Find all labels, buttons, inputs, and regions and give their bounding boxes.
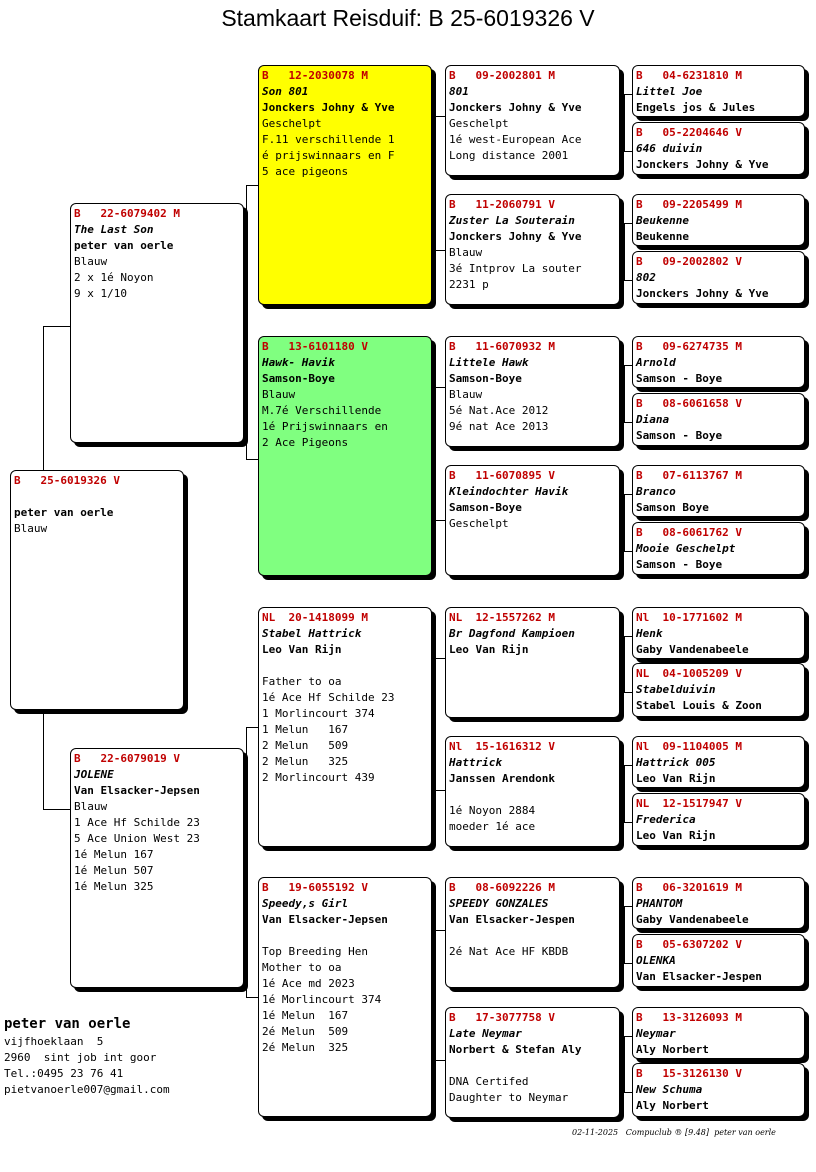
pigeon-owner: Leo Van Rijn xyxy=(449,643,529,656)
pigeon-card-dam-sire[interactable] xyxy=(258,607,432,847)
pigeon-info-line: 2 Melun 509 xyxy=(262,739,349,752)
connector-line xyxy=(624,151,632,152)
pigeon-card-sire-sire[interactable] xyxy=(258,65,432,305)
connector-line xyxy=(624,223,632,224)
ring-number: B 13-3126093 M xyxy=(636,1011,742,1024)
connector-line xyxy=(624,692,632,693)
pigeon-name: Stabelduivin xyxy=(636,683,716,696)
connector-line xyxy=(624,494,625,551)
pigeon-name: Speedy,s Girl xyxy=(262,897,349,910)
connector-line xyxy=(624,94,632,95)
connector-line xyxy=(624,636,625,692)
pigeon-owner: Van Elsacker-Jepsen xyxy=(262,913,388,926)
connector-line xyxy=(435,658,445,659)
pigeon-name: Littele Hawk xyxy=(449,356,529,369)
connector-line xyxy=(624,494,632,495)
pigeon-owner: Van Elsacker-Jepsen xyxy=(74,784,200,797)
ring-number: B 04-6231810 M xyxy=(636,69,742,82)
pigeon-info-line: 3é Intprov La souter xyxy=(449,262,582,275)
pigeon-name: OLENKA xyxy=(636,954,676,967)
ring-number: Nl 09-1104005 M xyxy=(636,740,742,753)
pigeon-info-line: 1é Melun 507 xyxy=(74,864,154,877)
pigeon-card-sire[interactable] xyxy=(70,203,244,443)
ring-number: Nl 15-1616312 V xyxy=(449,740,555,753)
pigeon-name: Arnold xyxy=(636,356,676,369)
pigeon-owner: Beukenne xyxy=(636,230,689,243)
ring-number: B 22-6079019 V xyxy=(74,752,180,765)
pigeon-owner: Engels jos & Jules xyxy=(636,101,756,114)
pigeon-name: 646 duivin xyxy=(636,142,703,155)
pigeon-info-line: 1 Morlincourt 374 xyxy=(262,707,375,720)
connector-line xyxy=(43,713,44,809)
pigeon-name: Mooie Geschelpt xyxy=(636,542,736,555)
pigeon-owner: Leo Van Rijn xyxy=(636,772,716,785)
pigeon-info-line: Blauw xyxy=(449,388,483,401)
pigeon-owner: Samson - Boye xyxy=(636,558,723,571)
connector-line xyxy=(624,963,632,964)
pigeon-owner: Leo Van Rijn xyxy=(636,829,716,842)
pigeon-owner: Stabel Louis & Zoon xyxy=(636,699,762,712)
pigeon-card-g16[interactable] xyxy=(632,1063,805,1117)
connector-line xyxy=(435,387,445,388)
pigeon-info-line: 9 x 1/10 xyxy=(74,287,127,300)
pigeon-card-g13[interactable] xyxy=(632,877,805,929)
pigeon-card-g15[interactable] xyxy=(632,1007,805,1059)
pigeon-card-sdd[interactable] xyxy=(445,465,620,576)
ring-number: B 22-6079402 M xyxy=(74,207,180,220)
ring-number: B 15-3126130 V xyxy=(636,1067,742,1080)
pigeon-owner: Van Elsacker-Jespen xyxy=(636,970,762,983)
pigeon-info-line: moeder 1é ace xyxy=(449,820,536,833)
owner-address: vijfhoeklaan 5 xyxy=(4,1035,104,1048)
pigeon-info-line: Top Breeding Hen xyxy=(262,945,368,958)
connector-line xyxy=(43,809,70,810)
connector-line xyxy=(624,551,632,552)
info-blank-line xyxy=(262,658,428,674)
pigeon-card-g2[interactable] xyxy=(632,122,805,175)
pigeon-name: Hattrick 005 xyxy=(636,756,716,769)
pigeon-info-line: Father to oa xyxy=(262,675,342,688)
pigeon-owner: Samson-Boye xyxy=(262,372,335,385)
pigeon-owner: Samson-Boye xyxy=(449,501,522,514)
pigeon-card-dds[interactable] xyxy=(445,877,620,988)
ring-number: NL 20-1418099 M xyxy=(262,611,368,624)
pigeon-card-g1[interactable] xyxy=(632,65,805,117)
pigeon-info-line: 2 Melun 325 xyxy=(262,755,349,768)
connector-line xyxy=(624,765,632,766)
pigeon-owner: Gaby Vandenabeele xyxy=(636,913,749,926)
pigeon-info-line: 2 x 1é Noyon xyxy=(74,271,154,284)
pigeon-card-g7[interactable] xyxy=(632,465,805,517)
connector-line xyxy=(624,906,625,963)
connector-line xyxy=(246,185,247,459)
connector-line xyxy=(435,790,445,791)
pigeon-owner: Leo Van Rijn xyxy=(262,643,342,656)
connector-line xyxy=(624,1036,625,1092)
pigeon-info-line: 1é Melun 167 xyxy=(74,848,154,861)
connector-line xyxy=(624,822,632,823)
ring-number: B 09-2002801 M xyxy=(449,69,555,82)
pigeon-info-line: é prijswinnaars en F xyxy=(262,149,395,162)
owner-email[interactable]: pietvanoerle007@gmail.com xyxy=(4,1083,170,1096)
ring-number: B 11-2060791 V xyxy=(449,198,555,211)
pigeon-info-line: 5é Nat.Ace 2012 xyxy=(449,404,549,417)
pigeon-name: PHANTOM xyxy=(636,897,683,910)
connector-line xyxy=(435,930,436,1060)
pigeon-name: Hattrick xyxy=(449,756,502,769)
pigeon-info-line: Daughter to Neymar xyxy=(449,1091,569,1104)
footer-credit: 02-11-2025 Compuclub ® [9.48] peter van oerle xyxy=(572,1128,776,1137)
pigeon-name: Late Neymar xyxy=(449,1027,522,1040)
pigeon-card-dam-dam[interactable] xyxy=(258,877,432,1117)
pigeon-name: Frederica xyxy=(636,813,696,826)
ring-number: B 08-6061658 V xyxy=(636,397,742,410)
owner-city: 2960 sint job int goor xyxy=(4,1051,157,1064)
ring-number: B 11-6070895 V xyxy=(449,469,555,482)
pigeon-name: Br Dagfond Kampioen xyxy=(449,627,575,640)
pigeon-info-line: F.11 verschillende 1 xyxy=(262,133,395,146)
connector-line xyxy=(435,387,436,520)
pigeon-info-line: Mother to oa xyxy=(262,961,342,974)
ring-number: B 25-6019326 V xyxy=(14,474,120,487)
pigeon-info-line: 2é Melun 325 xyxy=(262,1041,349,1054)
pigeon-name: Branco xyxy=(636,485,676,498)
pigeon-name: Diana xyxy=(636,413,670,426)
pigeon-info-line: Geschelpt xyxy=(449,117,509,130)
pigeon-card-g14[interactable] xyxy=(632,934,805,987)
pigeon-card-ddd[interactable] xyxy=(445,1007,620,1118)
connector-line xyxy=(624,636,632,637)
connector-line xyxy=(435,250,445,251)
pigeon-name: Henk xyxy=(636,627,663,640)
pigeon-name: Beukenne xyxy=(636,214,689,227)
pigeon-info-line: 1 Ace Hf Schilde 23 xyxy=(74,816,200,829)
ring-number: B 09-6274735 M xyxy=(636,340,742,353)
pigeon-name: Zuster La Souterain xyxy=(449,214,575,227)
pigeon-name: JOLENE xyxy=(74,768,114,781)
ring-number: B 19-6055192 V xyxy=(262,881,368,894)
pigeon-info-line: 1é Melun 167 xyxy=(262,1009,349,1022)
owner-name: peter van oerle xyxy=(4,1016,131,1032)
pigeon-info-line: 1é Prijswinnaars en xyxy=(262,420,388,433)
pigeon-name: Neymar xyxy=(636,1027,676,1040)
pigeon-card-g6[interactable] xyxy=(632,393,805,446)
pigeon-info-line: 9é nat Ace 2013 xyxy=(449,420,549,433)
ring-number: B 12-2030078 M xyxy=(262,69,368,82)
connector-line xyxy=(246,185,258,186)
pigeon-info-line: 2 Ace Pigeons xyxy=(262,436,349,449)
connector-line xyxy=(624,1092,632,1093)
pigeon-info-line: 1é west-European Ace xyxy=(449,133,582,146)
pigeon-info-line: Blauw xyxy=(74,800,108,813)
connector-line xyxy=(435,116,445,117)
pigeon-info-line: Blauw xyxy=(74,255,108,268)
pigeon-owner: Janssen Arendonk xyxy=(449,772,555,785)
pigeon-info-line: 5 ace pigeons xyxy=(262,165,349,178)
connector-line xyxy=(624,422,632,423)
pigeon-owner: Jonckers Johny & Yve xyxy=(636,287,769,300)
connector-line xyxy=(43,326,44,470)
pigeon-info-line: DNA Certifed xyxy=(449,1075,529,1088)
pigeon-owner: Van Elsacker-Jespen xyxy=(449,913,575,926)
connector-line xyxy=(435,116,436,250)
info-blank-line xyxy=(262,928,428,944)
info-blank-line xyxy=(449,1058,616,1074)
pigeon-card-g5[interactable] xyxy=(632,336,805,388)
pigeon-name: Stabel Hattrick xyxy=(262,627,362,640)
pigeon-info-line: 2é Melun 509 xyxy=(262,1025,349,1038)
owner-phone: Tel.:0495 23 76 41 xyxy=(4,1067,124,1080)
pigeon-card-sire-dam[interactable] xyxy=(258,336,432,576)
pigeon-owner: Samson-Boye xyxy=(449,372,522,385)
pigeon-owner: Jonckers Johny & Yve xyxy=(449,230,582,243)
pigeon-name: Kleindochter Havik xyxy=(449,485,569,498)
pigeon-name: The Last Son xyxy=(74,223,154,236)
pigeon-name-empty xyxy=(14,489,180,505)
pigeon-name: Hawk- Havik xyxy=(262,356,335,369)
ring-number: B 06-3201619 M xyxy=(636,881,742,894)
pigeon-card-subject[interactable] xyxy=(10,470,184,710)
pigeon-owner: Aly Norbert xyxy=(636,1043,709,1056)
pigeon-info-line: Blauw xyxy=(262,388,296,401)
pigeon-name: New Schuma xyxy=(636,1083,703,1096)
pigeon-card-dsd[interactable] xyxy=(445,736,620,847)
connector-line xyxy=(246,727,258,728)
pigeon-card-g9[interactable] xyxy=(632,607,805,659)
pigeon-owner: Gaby Vandenabeele xyxy=(636,643,749,656)
pigeon-owner: Samson - Boye xyxy=(636,372,723,385)
pigeon-info-line: 1é Morlincourt 374 xyxy=(262,993,382,1006)
ring-number: B 13-6101180 V xyxy=(262,340,368,353)
connector-line xyxy=(435,520,445,521)
ring-number: NL 12-1557262 M xyxy=(449,611,555,624)
connector-line xyxy=(624,280,632,281)
pigeon-info-line: 1é Noyon 2884 xyxy=(449,804,536,817)
pigeon-info-line: 1é Melun 325 xyxy=(74,880,154,893)
pigeon-name: Littel Joe xyxy=(636,85,703,98)
ring-number: B 09-2002802 V xyxy=(636,255,742,268)
pigeon-info-line: 5 Ace Union West 23 xyxy=(74,832,200,845)
pigeon-card-g12[interactable] xyxy=(632,793,805,846)
ring-number: B 05-2204646 V xyxy=(636,126,742,139)
pigeon-info-line: 1 Melun 167 xyxy=(262,723,349,736)
pigeon-card-dam[interactable] xyxy=(70,748,244,988)
pigeon-info-line: 1é Ace Hf Schilde 23 xyxy=(262,691,395,704)
ring-number: Nl 10-1771602 M xyxy=(636,611,742,624)
ring-number: B 17-3077758 V xyxy=(449,1011,555,1024)
ring-number: B 05-6307202 V xyxy=(636,938,742,951)
pigeon-owner: Jonckers Johny & Yve xyxy=(636,158,769,171)
pigeon-info-line: Blauw xyxy=(449,246,483,259)
pigeon-name: SPEEDY GONZALES xyxy=(449,897,549,910)
ring-number: B 08-6061762 V xyxy=(636,526,742,539)
connector-line xyxy=(435,658,436,790)
pigeon-card-dss[interactable] xyxy=(445,607,620,718)
pigeon-name: 801 xyxy=(449,85,469,98)
pigeon-card-sss[interactable] xyxy=(445,65,620,176)
connector-line xyxy=(43,326,70,327)
pigeon-owner: Jonckers Johny & Yve xyxy=(262,101,395,114)
pigeon-card-ssd[interactable] xyxy=(445,194,620,305)
pigeon-info-line: Long distance 2001 xyxy=(449,149,569,162)
pigeon-card-g3[interactable] xyxy=(632,194,805,246)
ring-number: B 11-6070932 M xyxy=(449,340,555,353)
connector-line xyxy=(624,1036,632,1037)
pigeon-owner: Jonckers Johny & Yve xyxy=(449,101,582,114)
connector-line xyxy=(246,459,258,460)
pigeon-info-line: Geschelpt xyxy=(449,517,509,530)
pigeon-info-line: Blauw xyxy=(14,522,48,535)
pigeon-owner: Samson Boye xyxy=(636,501,709,514)
pigeon-owner: Aly Norbert xyxy=(636,1099,709,1112)
pigeon-card-g11[interactable] xyxy=(632,736,805,788)
connector-line xyxy=(624,365,632,366)
connector-line xyxy=(624,94,625,151)
pigeon-card-g8[interactable] xyxy=(632,522,805,575)
pigeon-name: 802 xyxy=(636,271,656,284)
connector-line xyxy=(246,727,247,997)
owner-info xyxy=(4,1016,170,1098)
ring-number: B 09-2205499 M xyxy=(636,198,742,211)
connector-line xyxy=(435,1060,445,1061)
pigeon-card-g10[interactable] xyxy=(632,663,805,717)
pigeon-name: Son 801 xyxy=(262,85,309,98)
pigeon-info-line: 2é Nat Ace HF KBDB xyxy=(449,945,569,958)
ring-number: B 08-6092226 M xyxy=(449,881,555,894)
ring-number: NL 12-1517947 V xyxy=(636,797,742,810)
connector-line xyxy=(624,223,625,280)
info-blank-line xyxy=(449,928,616,944)
pigeon-info-line: M.7é Verschillende xyxy=(262,404,382,417)
pigeon-owner: peter van oerle xyxy=(14,506,114,519)
ring-number: B 07-6113767 M xyxy=(636,469,742,482)
pigeon-card-g4[interactable] xyxy=(632,251,805,304)
connector-line xyxy=(624,906,632,907)
pigeon-owner: Samson - Boye xyxy=(636,429,723,442)
connector-line xyxy=(246,997,258,998)
pigeon-info-line: 1é Ace md 2023 xyxy=(262,977,355,990)
pigeon-owner: Norbert & Stefan Aly xyxy=(449,1043,582,1056)
connector-line xyxy=(435,930,445,931)
pigeon-info-line: 2 Morlincourt 439 xyxy=(262,771,375,784)
pigeon-owner: peter van oerle xyxy=(74,239,174,252)
pigeon-info-line: Geschelpt xyxy=(262,117,322,130)
connector-line xyxy=(624,765,625,822)
pedigree-title: Stamkaart Reisduif: B 25-6019326 V xyxy=(221,5,595,31)
pigeon-card-sds[interactable] xyxy=(445,336,620,447)
ring-number: NL 04-1005209 V xyxy=(636,667,742,680)
connector-line xyxy=(624,365,625,422)
info-blank-line xyxy=(449,787,616,803)
pigeon-info-line: 2231 p xyxy=(449,278,489,291)
